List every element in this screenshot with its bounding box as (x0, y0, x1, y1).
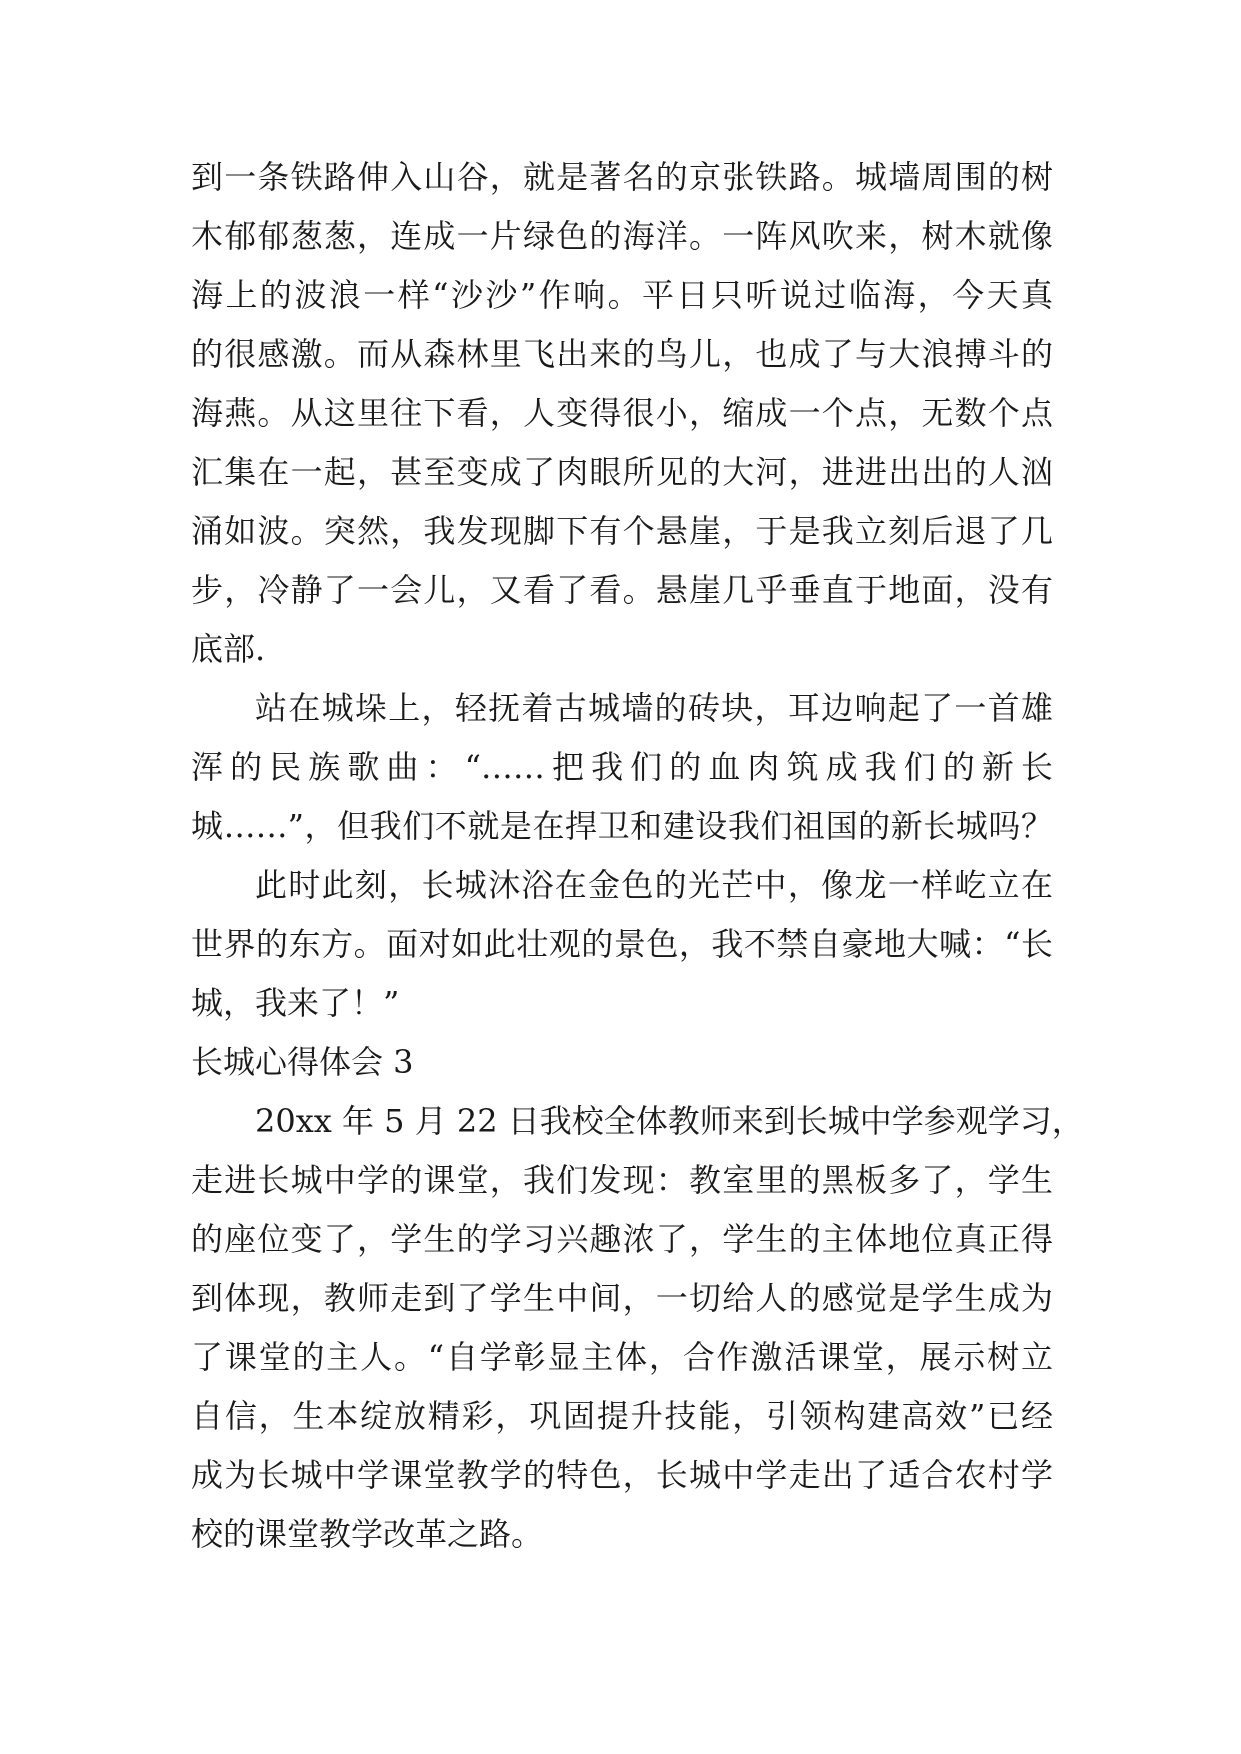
paragraph-3 (191, 856, 1053, 1033)
text-line: 城……”，但我们不就是在捍卫和建设我们祖国的新长城吗？ (191, 807, 1053, 845)
text-line: 站在城垛上，轻抚着古城墙的砖块，耳边响起了一首雄 (255, 689, 1053, 727)
text-line: 海燕。从这里往下看，人变得很小，缩成一个点，无数个点 (191, 394, 1053, 432)
paragraph-1 (191, 148, 1053, 679)
text-line: 走进长城中学的课堂，我们发现：教室里的黑板多了，学生 (191, 1161, 1053, 1199)
text-line: 的座位变了，学生的学习兴趣浓了，学生的主体地位真正得 (191, 1220, 1053, 1258)
text-line: 成为长城中学课堂教学的特色，长城中学走出了适合农村学 (191, 1456, 1053, 1494)
text-line: 的很感激。而从森林里飞出来的鸟儿，也成了与大浪搏斗的 (191, 335, 1053, 373)
text-line: 木郁郁葱葱，连成一片绿色的海洋。一阵风吹来，树木就像 (191, 217, 1053, 255)
text-line: 自信，生本绽放精彩，巩固提升技能，引领构建高效”已经 (191, 1397, 1053, 1435)
text-line: 20xx 年 5 月 22 日我校全体教师来到长城中学参观学习， (255, 1102, 1084, 1140)
text-line: 涌如波。突然，我发现脚下有个悬崖，于是我立刻后退了几 (191, 512, 1053, 550)
text-line: 了课堂的主人。“自学彰显主体，合作激活课堂，展示树立 (191, 1338, 1053, 1376)
text-line: 此时此刻，长城沐浴在金色的光芒中，像龙一样屹立在 (255, 866, 1053, 904)
text-line: 到体现，教师走到了学生中间，一切给人的感觉是学生成为 (191, 1279, 1053, 1317)
text-line: 海上的波浪一样“沙沙”作响。平日只听说过临海，今天真 (191, 276, 1053, 314)
text-line: 到一条铁路伸入山谷，就是著名的京张铁路。城墙周围的树 (191, 158, 1053, 196)
section-heading: 长城心得体会 3 (191, 1043, 414, 1081)
text-line: 浑的民族歌曲：“……把我们的血肉筑成我们的新长 (191, 748, 1053, 786)
text-line: 底部. (191, 630, 266, 668)
text-line: 城，我来了！” (191, 984, 400, 1022)
text-line: 校的课堂教学改革之路。 (191, 1515, 544, 1553)
document-page (191, 148, 1084, 1564)
paragraph-2 (191, 679, 1053, 856)
text-line: 步，冷静了一会儿，又看了看。悬崖几乎垂直于地面，没有 (191, 571, 1053, 609)
text-line: 世界的东方。面对如此壮观的景色，我不禁自豪地大喊：“长 (191, 925, 1053, 963)
text-line: 汇集在一起，甚至变成了肉眼所见的大河，进进出出的人汹 (191, 453, 1053, 491)
paragraph-4 (191, 1092, 1084, 1564)
